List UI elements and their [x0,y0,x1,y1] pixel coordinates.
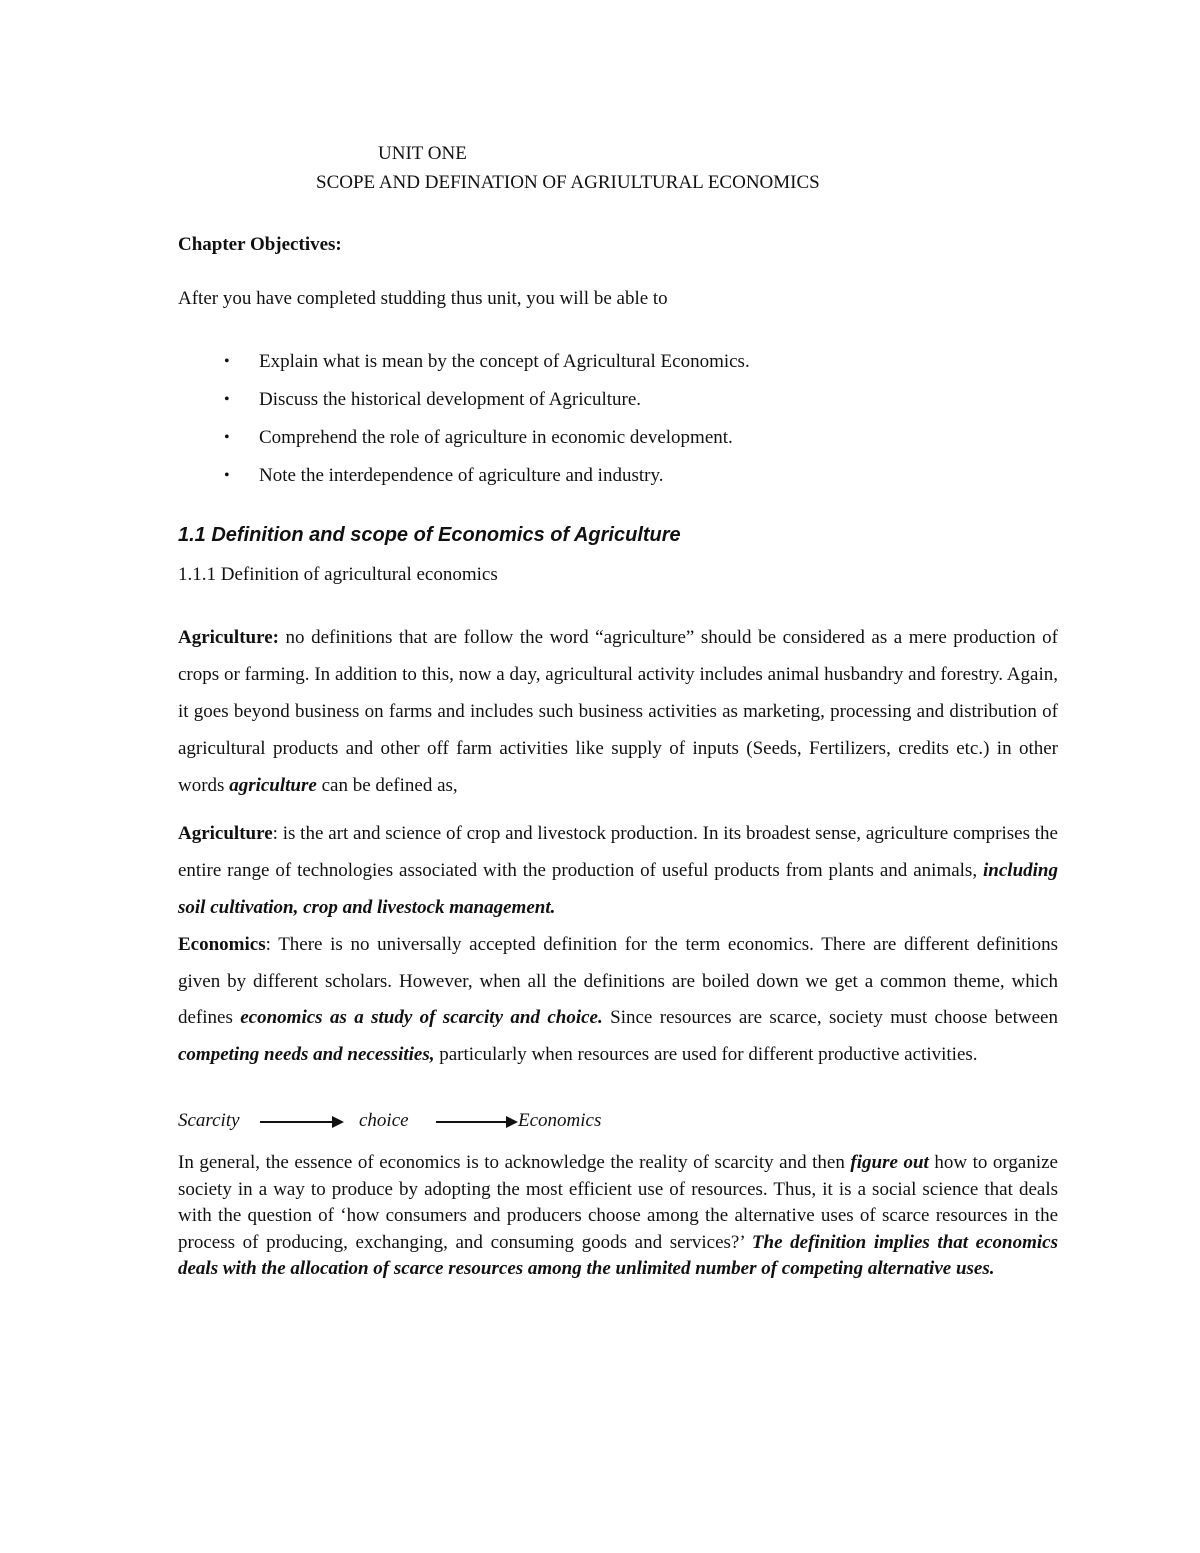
emphasis-text: agriculture [229,775,317,796]
economics-paragraph [178,927,1058,1073]
arrow-right-icon [260,1121,342,1123]
bullet-icon: • [224,353,230,370]
list-item [224,388,750,426]
scarcity-flow-diagram [178,1110,638,1140]
paragraph-text: : There is no universally accepted definition for the term economics. There are different definitions given by different scholars. However, when all the definitions are boiled down we get a common theme, which defines [178,934,1058,1028]
paragraph-text: can be defined as, [316,775,458,796]
emphasis-text: The definition implies that economics deals with the allocation of scarce resources among the unlimited number of competing alternative uses. [178,1231,1058,1279]
term-label: Agriculture [178,823,273,844]
paragraph-text: how to organize society in a way to produce by adopting the most efficient use of resources. Thus, it is a social science that deals with the question of ‘how consumers and producers choose among the alternative uses of scarce resources in the process of producing, exchanging, and consuming goods and services?’ [178,1152,1058,1253]
subsection-title: 1.1.1 Definition of agricultural economics [178,564,498,585]
objectives-list [224,350,750,502]
agriculture-paragraph-2 [178,815,1058,926]
paragraph-text: In general, the essence of economics is to acknowledge the reality of scarcity and then [178,1152,851,1173]
paragraph-text: : is the art and science of crop and livestock production. In its broadest sense, agriculture comprises the entire range of technologies associated with the production of useful products from plants and animals, [178,823,1058,881]
objective-text: Explain what is mean by the concept of Agricultural Economics. [259,351,750,372]
flow-choice: choice [359,1110,409,1131]
objective-text: Note the interdependence of agriculture and industry. [259,465,664,486]
unit-heading: UNIT ONE [378,143,467,164]
bullet-icon: • [224,429,230,446]
list-item [224,464,750,502]
term-label: Agriculture: [178,627,279,648]
agriculture-paragraph-1 [178,619,1058,804]
flow-scarcity: Scarcity [178,1110,240,1131]
paragraph-text: Since resources are scarce, society must choose between [602,1007,1058,1028]
term-label: Economics [178,934,266,955]
bullet-icon: • [224,467,230,484]
objective-text: Comprehend the role of agriculture in economic development. [259,427,733,448]
objective-text: Discuss the historical development of Agriculture. [259,389,642,410]
flow-economics: Economics [518,1110,602,1131]
objectives-heading: Chapter Objectives: [178,234,342,255]
section-title: 1.1 Definition and scope of Economics of Agriculture [178,524,681,546]
objectives-intro: After you have completed studding thus unit, you will be able to [178,288,668,309]
bullet-icon: • [224,391,230,408]
paragraph-text: no definitions that are follow the word “agriculture” should be considered as a mere production of crops or farming. In addition to this, now a day, agricultural activity includes animal husbandry and forestry. Again, it goes beyond business on farms and includes such business activities as marketing, processing and distribution of agricultural products and other off farm activities like supply of inputs (Seeds, Fertilizers, credits etc.) in other words [178,627,1058,796]
paragraph-text: particularly when resources are used for different productive activities. [434,1043,978,1065]
list-item [224,426,750,464]
emphasis-text: economics as a study of scarcity and choice. [240,1007,603,1028]
arrow-right-icon [436,1121,516,1123]
general-paragraph [178,1150,1058,1283]
emphasis-text: competing needs and necessities, [178,1043,435,1065]
emphasis-text: figure out [850,1152,929,1173]
emphasis-text: including soil cultivation, crop and livestock management. [178,860,1058,918]
list-item [224,350,750,388]
unit-title: SCOPE AND DEFINATION OF AGRIULTURAL ECONOMICS [316,172,820,193]
